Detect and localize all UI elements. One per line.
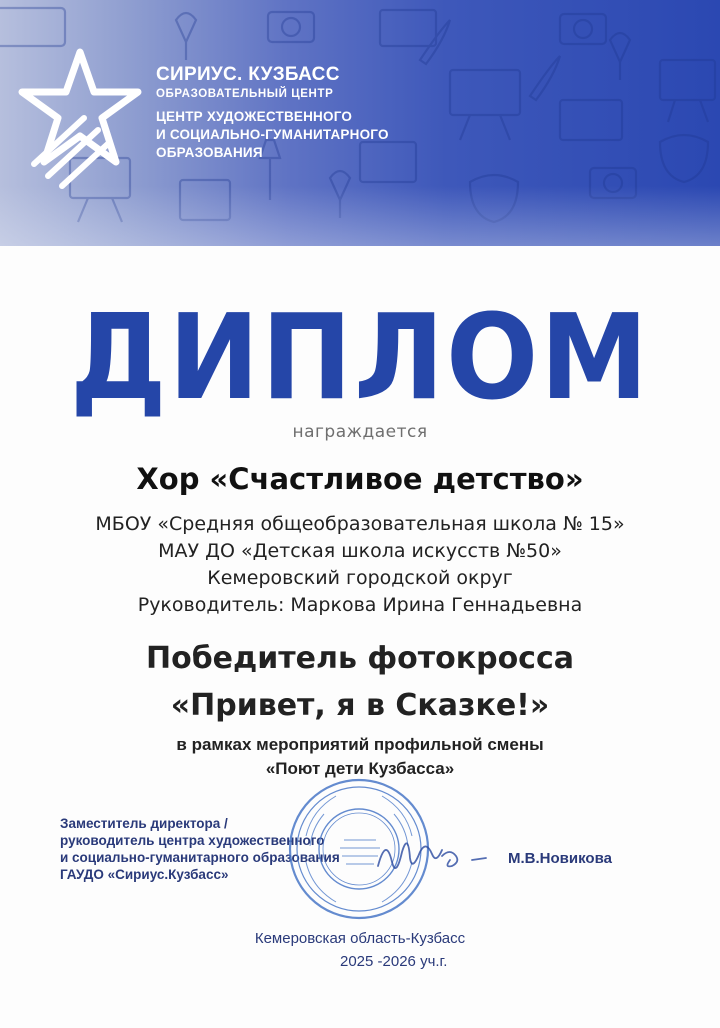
info-district: Кемеровский городской округ (207, 567, 513, 589)
footer-year: 2025 -2026 уч.г. (340, 953, 448, 970)
recipient-name: Хор «Счастливое детство» (136, 462, 584, 496)
org-type: ОБРАЗОВАТЕЛЬНЫЙ ЦЕНТР (156, 88, 334, 100)
center-name-line-3: ОБРАЗОВАНИЯ (156, 145, 263, 160)
awarded-label: награждается (292, 422, 428, 442)
info-arts-school: МАУ ДО «Детская школа искусств №50» (158, 540, 562, 562)
framework-text: в рамках мероприятий профильной смены (176, 735, 544, 754)
award-title: Победитель фотокросса (145, 641, 574, 676)
star-logo-icon (14, 46, 146, 192)
footer-region: Кемеровская область-Кузбасс (254, 930, 466, 947)
handwritten-signature (372, 826, 492, 886)
center-name-line-2: И СОЦИАЛЬНО-ГУМАНИТАРНОГО (156, 127, 389, 142)
signer-name: М.В.Новикова (508, 850, 612, 867)
award-contest: «Привет, я в Сказке!» (170, 688, 550, 723)
signer-title-line-1: Заместитель директора / (60, 816, 228, 831)
header-fade (0, 186, 720, 246)
org-name: СИРИУС. КУЗБАСС (156, 64, 340, 85)
info-leader: Руководитель: Маркова Ирина Геннадьевна (137, 594, 583, 616)
diploma-title: ДИПЛОМ (70, 288, 650, 426)
center-name-line-1: ЦЕНТР ХУДОЖЕСТВЕННОГО (156, 109, 353, 124)
org-text-block (156, 64, 389, 162)
info-school: МБОУ «Средняя общеобразовательная школа № 15» (95, 513, 625, 535)
shift-name: «Поют дети Кузбасса» (265, 759, 455, 778)
signer-title-line-4: ГАУДО «Сириус.Кузбасс» (60, 867, 229, 882)
signer-title-line-3: и социально-гуманитарного образования (60, 850, 340, 865)
signer-title-line-2: руководитель центра художественного (60, 833, 325, 848)
header-banner (0, 0, 720, 246)
